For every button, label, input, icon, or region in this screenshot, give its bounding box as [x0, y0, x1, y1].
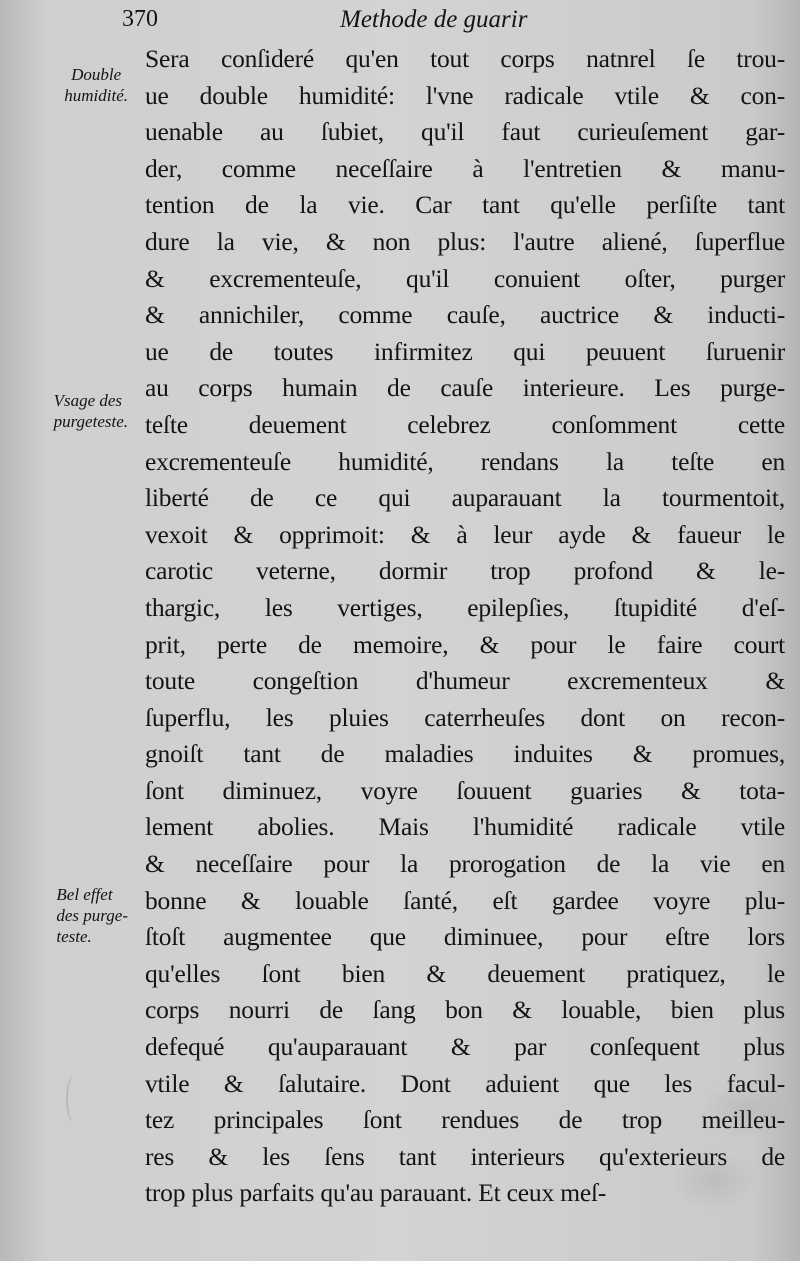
- page-number: 370: [122, 6, 158, 32]
- text-line: liberté de ce qui auparauant la tourmentoit,: [145, 483, 785, 513]
- margin-note-line: Double: [71, 65, 122, 84]
- margin-note-line: purgeteste.: [53, 412, 128, 431]
- text-line: qu'elles ſont bien & deuement pratiquez, le: [145, 958, 785, 988]
- text-line: & annichiler, comme cauſe, auctrice & inducti-: [145, 300, 785, 330]
- text-line: uenable au ſubiet, qu'il faut curieuſement gar-: [145, 117, 785, 147]
- text-line: tez principales ſont rendues de trop meilleu-: [145, 1105, 785, 1135]
- text-line: res & les ſens tant interieurs qu'exterieurs de: [145, 1141, 785, 1171]
- text-line: excrementeuſe humidité, rendans la teſte en: [145, 446, 785, 476]
- text-line: Sera conſideré qu'en tout corps natnrel ſe trou-: [145, 44, 785, 73]
- text-line: lement abolies. Mais l'humidité radicale vtile: [145, 812, 785, 842]
- text-line: der, comme neceſſaire à l'entretien & manu-: [145, 153, 785, 183]
- text-line: au corps humain de cauſe interieure. Les purge-: [145, 373, 785, 403]
- text-line: vtile & ſalutaire. Dont aduient que les facul-: [145, 1068, 785, 1098]
- text-line: defequé qu'auparauant & par conſequent plus: [145, 1032, 785, 1062]
- text-line: ue de toutes infirmitez qui peuuent ſuruenir: [145, 336, 785, 366]
- text-line: bonne & louable ſanté, eſt gardee voyre plu-: [145, 885, 785, 915]
- text-line: & excrementeuſe, qu'il conuient oſter, purger: [145, 263, 785, 293]
- text-line: ſuperflu, les pluies caterrheuſes dont on recon-: [145, 702, 785, 732]
- ink-bleed-through: [670, 1150, 760, 1210]
- text-line: toute congeſtion d'humeur excrementeux &: [145, 666, 785, 696]
- text-line: trop plus parfaits qu'au parauant. Et ceux meſ-: [145, 1178, 607, 1208]
- margin-note-line: Bel effet: [56, 885, 113, 904]
- running-head: [122, 6, 762, 36]
- margin-note-line: humidité.: [64, 86, 128, 105]
- text-line: corps nourri de ſang bon & louable, bien plus: [145, 995, 785, 1025]
- ink-bleed-through: [700, 1080, 790, 1140]
- margin-note-line: teste.: [56, 927, 92, 946]
- text-line: carotic veterne, dormir trop profond & le-: [145, 556, 785, 586]
- margin-note-line: des purge-: [56, 906, 128, 925]
- text-line: ſtoſt augmentee que diminuee, pour eſtre lors: [145, 922, 785, 952]
- text-line: thargic, les vertiges, epilepſies, ſtupidité d'eſ-: [145, 592, 785, 622]
- text-line: ue double humidité: l'vne radicale vtile & con-: [145, 80, 785, 110]
- text-line: gnoiſt tant de maladies induites & promues,: [145, 739, 785, 769]
- margin-note-vsage: [54, 390, 128, 432]
- text-line: & neceſſaire pour la prorogation de la vie en: [145, 849, 785, 879]
- body-text: [145, 41, 785, 1212]
- text-line: ſont diminuez, voyre ſouuent guaries & tota-: [145, 775, 785, 805]
- running-title: Methode de guarir: [340, 6, 528, 33]
- text-line: teſte deuement celebrez conſomment cette: [145, 409, 785, 439]
- margin-note-bel-effet: [56, 884, 128, 947]
- margin-stain: [66, 1076, 82, 1122]
- text-line: prit, perte de memoire, & pour le faire court: [145, 629, 785, 659]
- text-line: dure la vie, & non plus: l'autre aliené, ſuperflue: [145, 226, 785, 256]
- margin-note-double-humidite: [64, 64, 128, 106]
- text-line: vexoit & opprimoit: & à leur ayde & faueur le: [145, 519, 785, 549]
- margin-note-line: Vsage des: [53, 391, 123, 410]
- text-line: tention de la vie. Car tant qu'elle perſiſte tant: [145, 190, 785, 220]
